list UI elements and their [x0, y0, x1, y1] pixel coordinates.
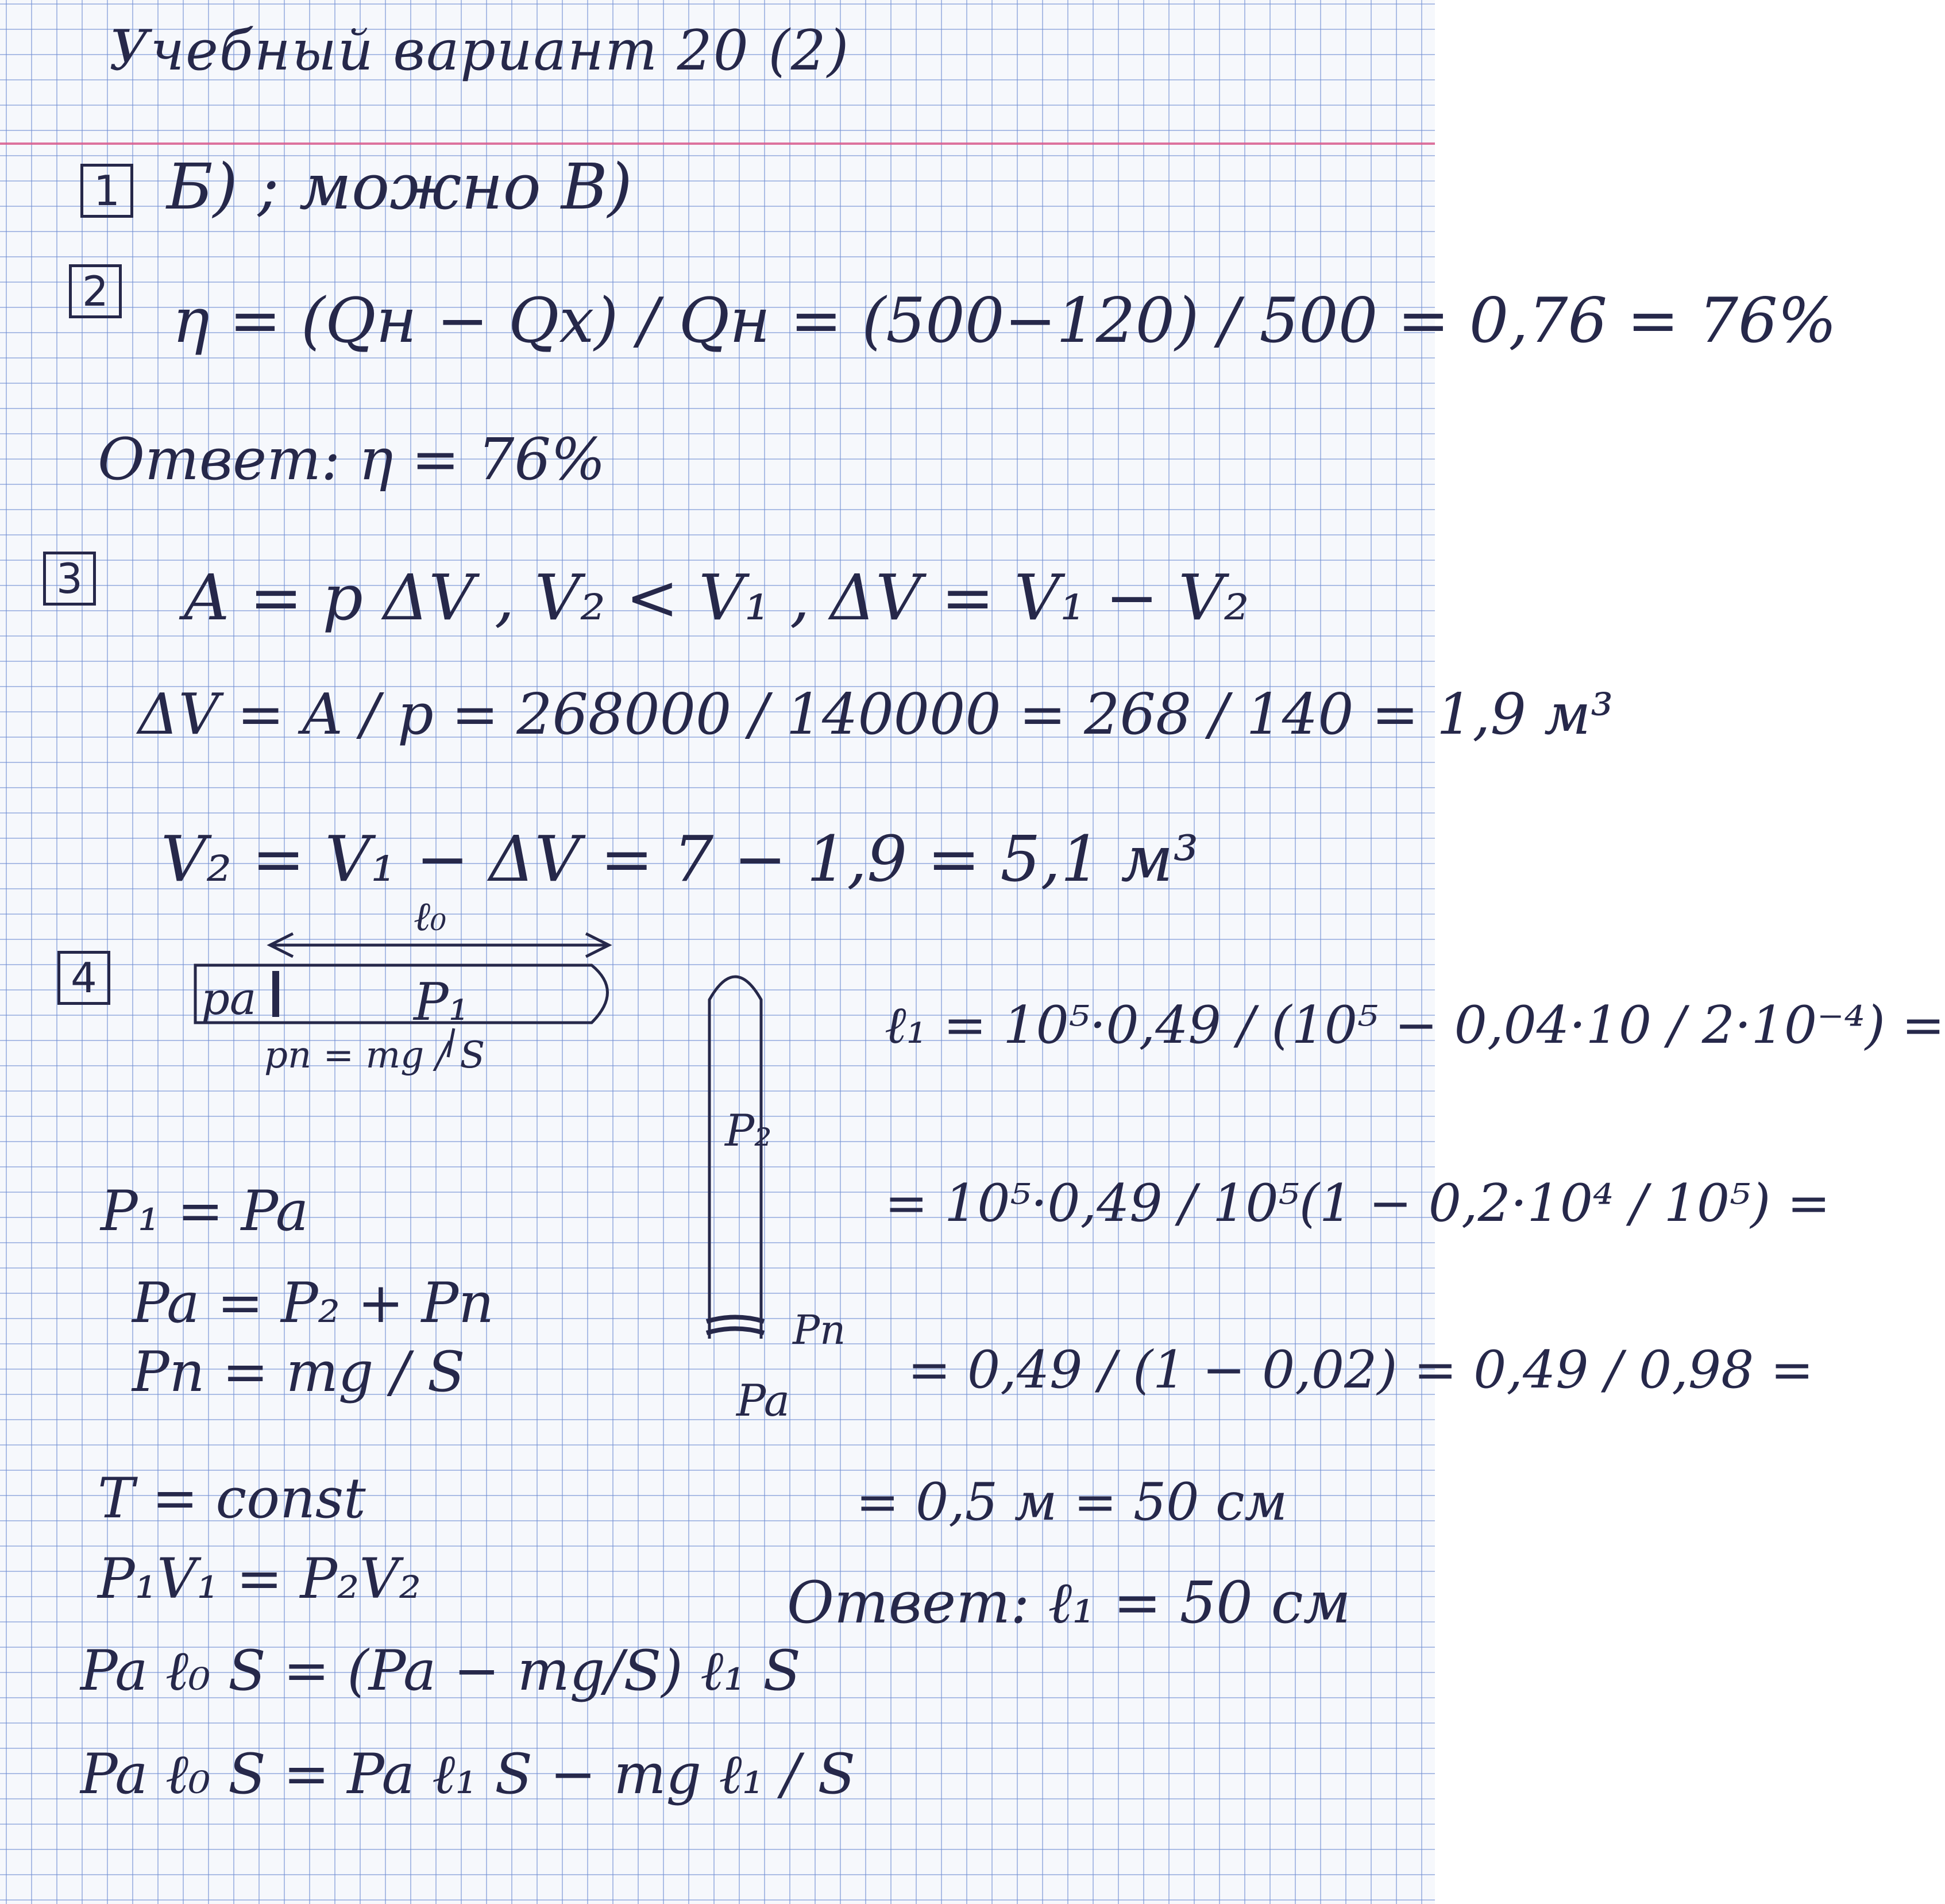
task-2-equation: η = (Qн − Qх) / Qн = (500−120) / 500 = 0,76 = 76%	[172, 285, 1837, 357]
page-title: Учебный вариант 20 (2)	[109, 18, 850, 83]
calculation-line: = 0,49 / (1 − 0,02) = 0,49 / 0,98 =	[908, 1340, 1814, 1400]
sketch-p1-label: P₁	[414, 972, 469, 1032]
task-3-line-3: V₂ = V₁ − ΔV = 7 − 1,9 = 5,1 м³	[161, 822, 1199, 896]
derivation-line: P₁ = Pa	[101, 1179, 309, 1243]
task-2-answer: Ответ: η = 76%	[98, 426, 606, 493]
mercury-plug	[707, 1317, 764, 1333]
task-3-number: 3	[43, 552, 96, 606]
derivation-line: Pa ℓ₀ S = Pa ℓ₁ S − mg ℓ₁ / S	[80, 1742, 856, 1806]
sketch-pa-label: pa	[201, 973, 257, 1025]
sketch-pn2-label: Pп	[793, 1306, 846, 1354]
calculation-line: ℓ₁ = 10⁵·0,49 / (10⁵ − 0,04·10 / 2·10⁻⁴) =	[885, 995, 1945, 1055]
derivation-line: Pп = mg / S	[132, 1340, 465, 1404]
task-4-number: 4	[57, 951, 110, 1005]
derivation-line: Pa ℓ₀ S = (Pa − mg/S) ℓ₁ S	[80, 1639, 801, 1703]
task-3-line-1: A = p ΔV , V₂ < V₁ , ΔV = V₁ − V₂	[184, 561, 1249, 634]
task-1-answer: Б) ; можно В)	[167, 150, 632, 223]
sketch-pa2-label: Pa	[736, 1375, 790, 1426]
sketch-p2-label: P₂	[725, 1105, 772, 1156]
sketch-l0-label: ℓ₀	[414, 893, 447, 940]
derivation-line: T = const	[98, 1466, 366, 1531]
task-2-number: 2	[69, 264, 122, 318]
horizontal-tube	[195, 965, 608, 1023]
calculation-line: = 0,5 м = 50 см	[856, 1472, 1288, 1532]
vertical-tube	[709, 977, 761, 1339]
calculation-line: = 10⁵·0,49 / 10⁵(1 − 0,2·10⁴ / 10⁵) =	[885, 1173, 1831, 1234]
task-4-answer: Ответ: ℓ₁ = 50 см	[787, 1569, 1351, 1636]
derivation-line: P₁V₁ = P₂V₂	[98, 1547, 422, 1611]
sketch-pn-label: pп = mg / S	[264, 1034, 485, 1077]
task-1-number: 1	[80, 164, 133, 218]
task-3-line-2: ΔV = A / p = 268000 / 140000 = 268 / 140 = 1,9 м³	[138, 682, 1614, 747]
derivation-line: Pa = P₂ + Pп	[132, 1271, 494, 1335]
